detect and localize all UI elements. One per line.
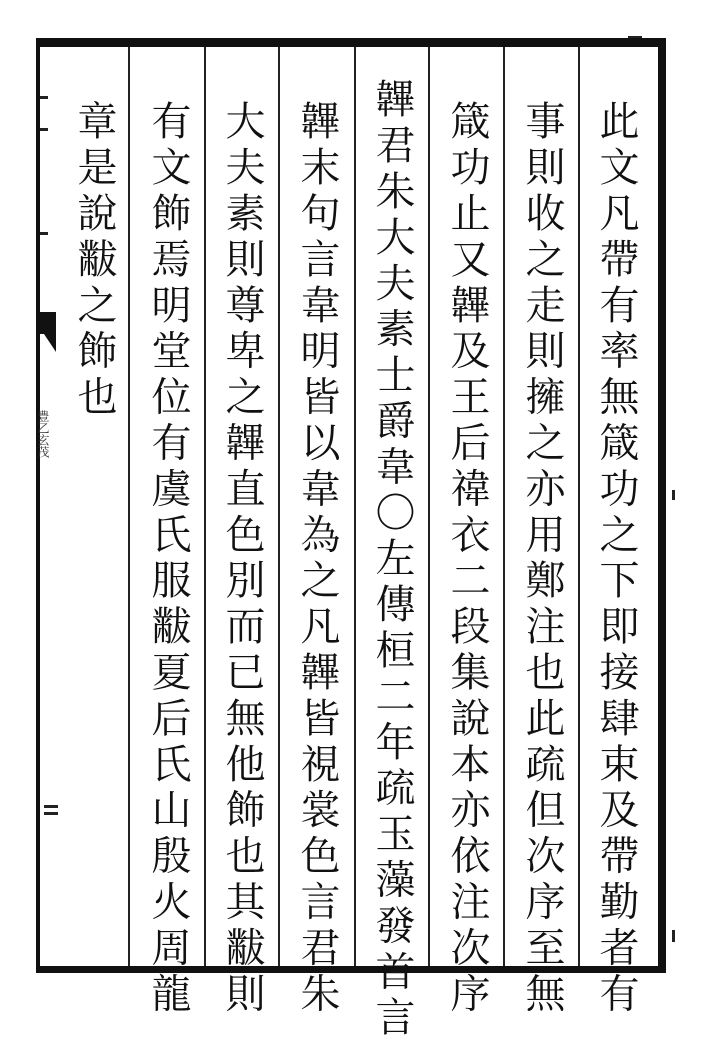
margin-speck (40, 96, 48, 99)
text-column-4: 韠君朱大夫素士爵韋〇左傳桓二年疏玉藻發首言 (369, 78, 415, 1042)
center-title: 豊乙玄茂 (36, 410, 50, 458)
text-column-7: 有文飾焉明堂位有虞氏服黻夏后氏山殷火周龍 (145, 100, 191, 1018)
column-rule (428, 47, 430, 966)
text-column-6: 大夫素則尊卑之韠直色別而已無他飾也其黻則 (219, 100, 265, 1018)
text-column-3: 箴功止又韠及王后禕衣二段集說本亦依注次序 (444, 100, 490, 1018)
column-rule (503, 47, 505, 966)
column-rule (204, 47, 206, 966)
column-rule (278, 47, 280, 966)
column-rule (128, 47, 130, 966)
margin-speck (628, 36, 642, 38)
margin-speck (672, 490, 675, 500)
column-rule (578, 47, 580, 966)
text-column-2: 事則收之走則擁之亦用鄭注也此疏但次序至無 (519, 100, 565, 1018)
folio-mark (44, 805, 58, 808)
frame-left-border (36, 38, 40, 973)
margin-speck (40, 232, 48, 235)
text-column-1: 此文凡帶有率無箴功之下即接肆束及帶勤者有 (593, 100, 639, 1018)
margin-speck (672, 930, 675, 942)
text-column-8: 章是說黻之飾也 (71, 100, 117, 422)
frame-top-border (36, 38, 666, 47)
folio-mark (44, 812, 58, 815)
text-column-5: 韠末句言韋明皆以韋為之凡韠皆視裳色言君朱 (294, 100, 340, 1018)
column-rule (354, 47, 356, 966)
margin-speck (40, 128, 48, 131)
frame-right-border (658, 38, 666, 973)
